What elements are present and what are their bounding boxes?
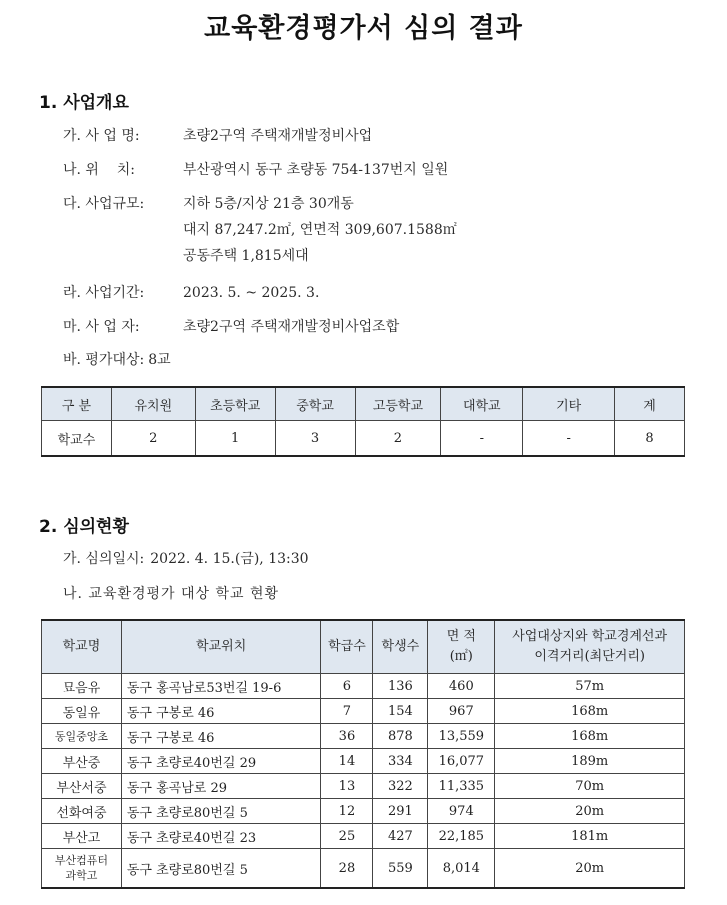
scale-line bbox=[63, 193, 354, 213]
school-students: 154 bbox=[373, 699, 428, 724]
school-distance: 189m bbox=[495, 749, 685, 774]
review-date-value: 2022. 4. 15.(금), 13:30 bbox=[150, 551, 309, 567]
header-area-label: 면 적 bbox=[446, 629, 476, 644]
school-area: 974 bbox=[428, 799, 495, 824]
header-elementary: 초등학교 bbox=[195, 387, 275, 421]
school-distance: 168m bbox=[495, 699, 685, 724]
cell-high: 2 bbox=[355, 421, 441, 457]
school-students: 427 bbox=[373, 824, 428, 849]
target-value: 8교 bbox=[148, 352, 171, 368]
operator-value: 초량2구역 주택재개발정비사업조합 bbox=[183, 319, 400, 335]
scale-label: 다. 사업규모: bbox=[63, 196, 145, 212]
school-students: 334 bbox=[373, 749, 428, 774]
header-category: 구 분 bbox=[42, 387, 112, 421]
school-students: 136 bbox=[373, 674, 428, 699]
table-row bbox=[42, 749, 685, 774]
location-label: 나. 위 치: bbox=[63, 162, 135, 178]
document-title: 교육환경평가서 심의 결과 bbox=[204, 13, 523, 44]
project-name-label: 가. 사 업 명: bbox=[63, 128, 140, 144]
school-name: 부산중 bbox=[42, 749, 122, 774]
header-distance-line2: 이격거리(최단거리) bbox=[534, 649, 645, 664]
cell-university: - bbox=[441, 421, 523, 457]
table-row bbox=[42, 421, 685, 457]
school-distance: 57m bbox=[495, 674, 685, 699]
cell-other: - bbox=[523, 421, 615, 457]
scale-value: 지하 5층/지상 21층 30개동 bbox=[183, 196, 354, 212]
school-location: 동구 구봉로 46 bbox=[121, 699, 321, 724]
cell-kindergarten: 2 bbox=[111, 421, 195, 457]
table-row bbox=[42, 699, 685, 724]
school-name bbox=[42, 849, 122, 889]
header-middle: 중학교 bbox=[275, 387, 355, 421]
table-header-row bbox=[42, 620, 685, 674]
operator-line bbox=[63, 316, 399, 336]
school-area: 967 bbox=[428, 699, 495, 724]
school-count-table bbox=[41, 386, 685, 457]
location-line bbox=[63, 159, 448, 179]
table-header-row bbox=[42, 387, 685, 421]
header-high: 고등학교 bbox=[355, 387, 441, 421]
target-line bbox=[63, 349, 171, 369]
header-area bbox=[428, 620, 495, 674]
operator-label: 마. 사 업 자: bbox=[63, 319, 140, 335]
review-date-line bbox=[63, 548, 309, 568]
section2-heading: 2. 심의현황 bbox=[39, 517, 129, 537]
header-university: 대학교 bbox=[441, 387, 523, 421]
school-area: 13,559 bbox=[428, 724, 495, 749]
school-status-table bbox=[41, 619, 685, 889]
header-kindergarten: 유치원 bbox=[111, 387, 195, 421]
school-name: 부산서중 bbox=[42, 774, 122, 799]
school-name-line1: 부산컴퓨터 bbox=[54, 854, 108, 867]
school-area: 11,335 bbox=[428, 774, 495, 799]
school-students: 322 bbox=[373, 774, 428, 799]
school-classes: 6 bbox=[321, 674, 373, 699]
school-location: 동구 초량로40번길 23 bbox=[121, 824, 321, 849]
table-row bbox=[42, 724, 685, 749]
project-name-value: 초량2구역 주택재개발정비사업 bbox=[183, 128, 373, 144]
cell-row-label: 학교수 bbox=[42, 421, 112, 457]
review-date-label: 가. 심의일시: bbox=[63, 551, 145, 567]
header-students: 학생수 bbox=[373, 620, 428, 674]
school-classes: 28 bbox=[321, 849, 373, 889]
scale-area-line: 대지 87,247.2㎡, 연면적 309,607.1588㎡ bbox=[183, 222, 457, 238]
school-distance: 70m bbox=[495, 774, 685, 799]
school-status-subtitle: 나. 교육환경평가 대상 학교 현황 bbox=[63, 586, 280, 602]
school-location: 동구 홍곡남로 29 bbox=[121, 774, 321, 799]
school-name: 묘음유 bbox=[42, 674, 122, 699]
period-value: 2023. 5. ~ 2025. 3. bbox=[183, 285, 320, 301]
table-row bbox=[42, 674, 685, 699]
school-location: 동구 초량로40번길 29 bbox=[121, 749, 321, 774]
school-name-line2: 과학고 bbox=[65, 869, 98, 882]
cell-elementary: 1 bbox=[195, 421, 275, 457]
header-other: 기타 bbox=[523, 387, 615, 421]
cell-total: 8 bbox=[615, 421, 685, 457]
header-classes: 학급수 bbox=[321, 620, 373, 674]
school-area: 16,077 bbox=[428, 749, 495, 774]
school-classes: 12 bbox=[321, 799, 373, 824]
school-classes: 14 bbox=[321, 749, 373, 774]
scale-households-line: 공동주택 1,815세대 bbox=[183, 248, 309, 264]
school-area: 460 bbox=[428, 674, 495, 699]
school-name: 동일유 bbox=[42, 699, 122, 724]
school-name: 동일중앙초 bbox=[42, 724, 122, 749]
school-distance: 168m bbox=[495, 724, 685, 749]
table-row bbox=[42, 799, 685, 824]
school-students: 559 bbox=[373, 849, 428, 889]
school-area: 22,185 bbox=[428, 824, 495, 849]
school-name: 부산고 bbox=[42, 824, 122, 849]
table-row bbox=[42, 824, 685, 849]
header-school-location: 학교위치 bbox=[121, 620, 321, 674]
cell-middle: 3 bbox=[275, 421, 355, 457]
header-total: 계 bbox=[615, 387, 685, 421]
school-location: 동구 구봉로 46 bbox=[121, 724, 321, 749]
school-distance: 181m bbox=[495, 824, 685, 849]
header-distance bbox=[495, 620, 685, 674]
target-label: 바. 평가대상: bbox=[63, 352, 145, 368]
school-classes: 36 bbox=[321, 724, 373, 749]
header-school-name: 학교명 bbox=[42, 620, 122, 674]
school-distance: 20m bbox=[495, 849, 685, 889]
header-distance-line1: 사업대상지와 학교경계선과 bbox=[512, 629, 668, 644]
school-location: 동구 홍곡남로53번길 19-6 bbox=[121, 674, 321, 699]
header-area-unit: (㎡) bbox=[449, 649, 473, 664]
table-row bbox=[42, 774, 685, 799]
period-label: 라. 사업기간: bbox=[63, 285, 145, 301]
table-row bbox=[42, 849, 685, 889]
school-classes: 7 bbox=[321, 699, 373, 724]
period-line bbox=[63, 282, 319, 302]
school-distance: 20m bbox=[495, 799, 685, 824]
school-location: 동구 초량로80번길 5 bbox=[121, 799, 321, 824]
school-students: 878 bbox=[373, 724, 428, 749]
section1-heading: 1. 사업개요 bbox=[39, 93, 129, 113]
school-classes: 25 bbox=[321, 824, 373, 849]
school-location: 동구 초량로80번길 5 bbox=[121, 849, 321, 889]
project-name-line bbox=[63, 125, 372, 145]
location-value: 부산광역시 동구 초량동 754-137번지 일원 bbox=[183, 162, 449, 178]
school-students: 291 bbox=[373, 799, 428, 824]
school-area: 8,014 bbox=[428, 849, 495, 889]
school-classes: 13 bbox=[321, 774, 373, 799]
school-name: 선화여중 bbox=[42, 799, 122, 824]
